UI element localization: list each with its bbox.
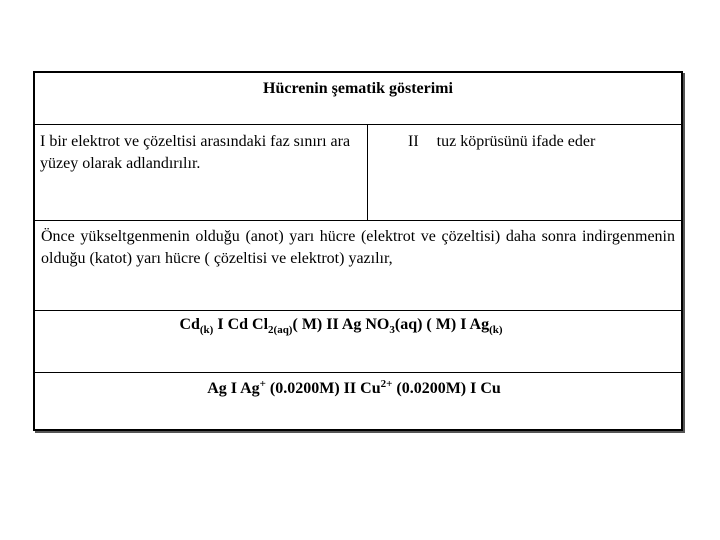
notation-text: (0.0200M) II Cu bbox=[265, 380, 381, 397]
cell-notation-table bbox=[33, 71, 683, 431]
phase-boundary-definition: I bir elektrot ve çözeltisi arasındaki faz sınırı ara yüzey olarak adlandırılır. bbox=[35, 125, 368, 220]
description-row bbox=[35, 221, 681, 311]
notation-text: I Cd Cl bbox=[213, 316, 269, 333]
salt-bridge-definition bbox=[368, 125, 681, 220]
header-row bbox=[35, 73, 681, 125]
notation-text: Cd bbox=[179, 316, 200, 333]
definitions-row bbox=[35, 125, 681, 221]
cadmium-silver-cell-notation bbox=[35, 316, 681, 336]
notation-row-silver-copper bbox=[35, 373, 681, 429]
notation-text: ( M) II Ag NO bbox=[292, 316, 390, 333]
notation-subscript: 2(aq) bbox=[268, 324, 293, 336]
writing-order-description: Önce yükseltgenmenin olduğu (anot) yarı hücre (elektrot ve çözeltisi) daha sonra indirgenmenin olduğu (katot) yarı hücre ( çözeltisi ve elektrot) yazılır, bbox=[41, 228, 675, 267]
notation-subscript: (k) bbox=[199, 324, 214, 336]
silver-copper-cell-notation bbox=[35, 378, 681, 398]
notation-superscript: 2+ bbox=[380, 378, 393, 390]
notation-row-cadmium-silver bbox=[35, 311, 681, 373]
salt-bridge-text: tuz köprüsünü ifade eder bbox=[436, 133, 596, 150]
notation-text: Ag I Ag bbox=[207, 380, 260, 397]
notation-subscript: 3 bbox=[389, 324, 395, 336]
double-bar-symbol: II bbox=[408, 133, 419, 150]
table-title: Hücrenin şematik gösterimi bbox=[263, 80, 453, 97]
notation-subscript: (k) bbox=[489, 324, 503, 336]
notation-text: (aq) ( M) I Ag bbox=[394, 316, 490, 333]
notation-text: (0.0200M) I Cu bbox=[392, 380, 501, 397]
notation-superscript: + bbox=[259, 378, 266, 390]
